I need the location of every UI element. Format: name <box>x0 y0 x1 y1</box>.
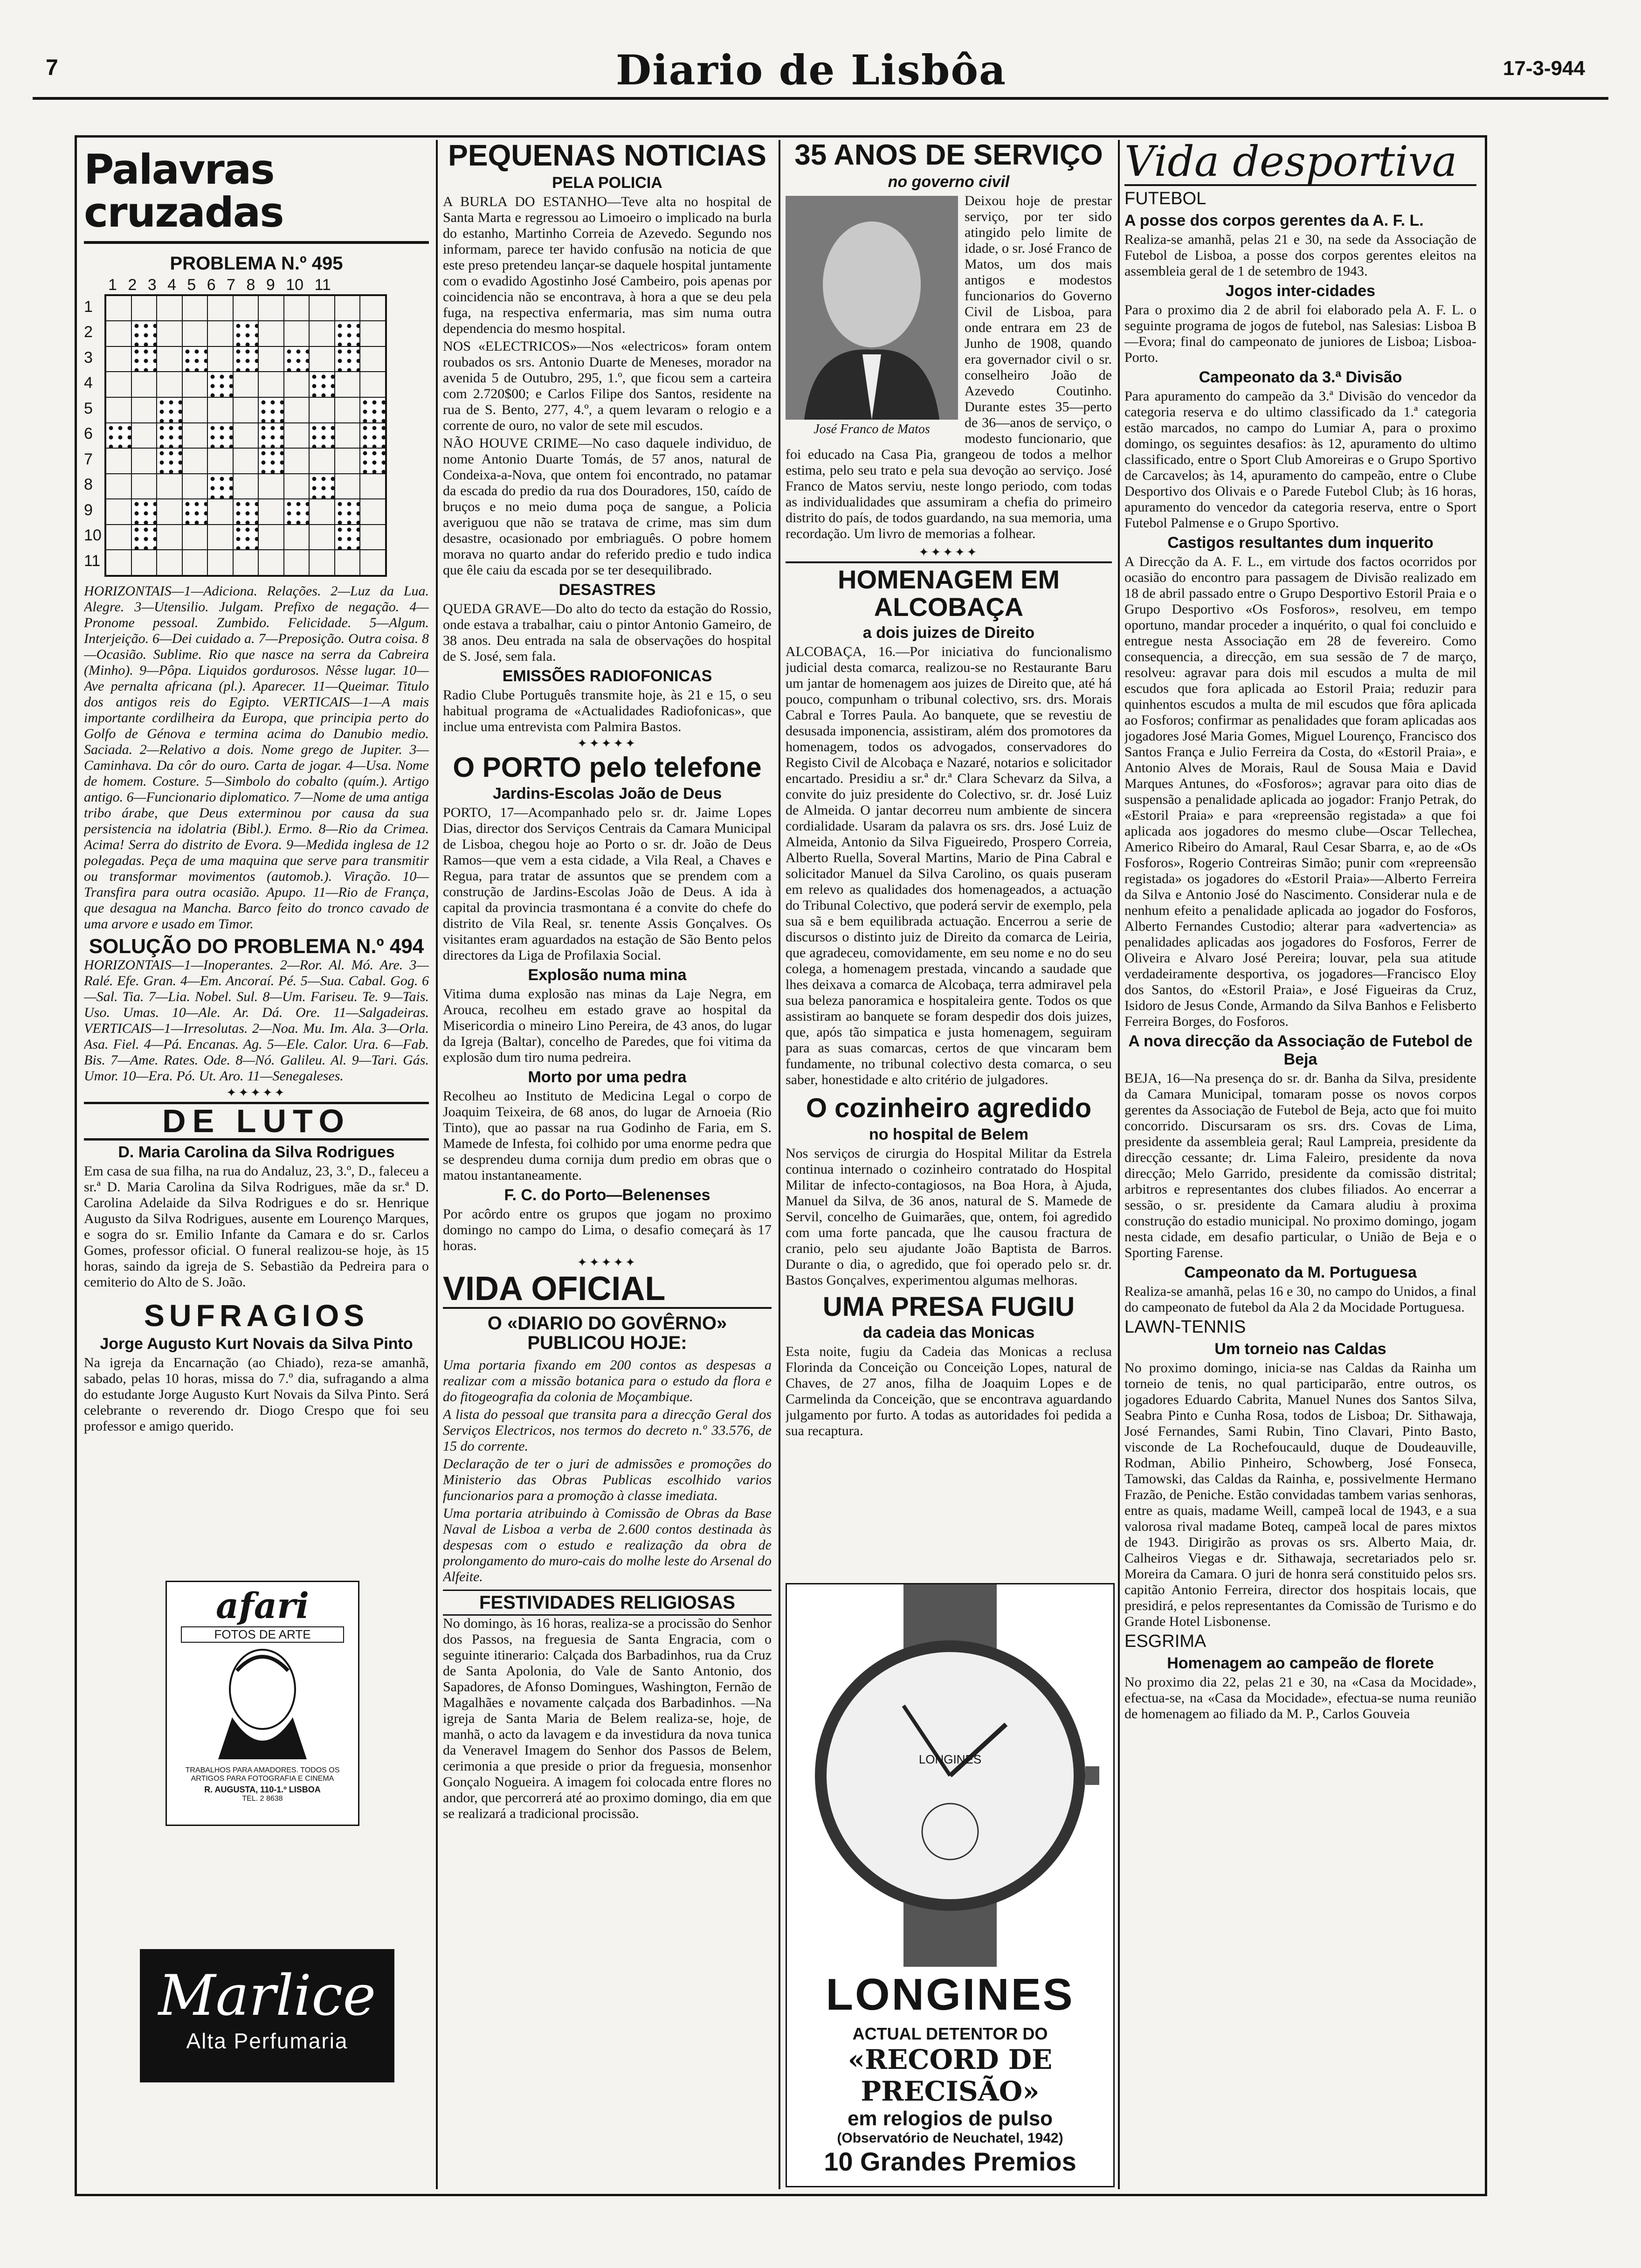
crossword-cell[interactable] <box>335 296 360 321</box>
section-lawn-tennis: LAWN-TENNIS <box>1124 1317 1246 1337</box>
crossword-cell[interactable] <box>182 448 208 474</box>
presa-text: Esta noite, fugiu da Cadeia das Monicas a reclusa Florinda da Conceição ou Conceição Lopes, natural de Chaves, de 27 anos, filha de Joaquim Lopes e de Carmelinda da Conceição, que se encontrava aguardando julgamento por furto. A todas as autoridades foi pedida a sua recaptura. <box>786 1344 1112 1439</box>
crossword-cell[interactable] <box>157 346 182 372</box>
desastres-text: QUEDA GRAVE—Do alto do tecto da estação do Rossio, onde estava a trabalhar, caiu o pintor Antonio Gameiro, de 38 anos. Deu entrada na sala de observações do hospital de S. José, sem fala. <box>443 601 772 664</box>
noticias-p2: NOS «ELECTRICOS»—Nos «electricos» foram ontem roubados os srs. Antonio Duarte de Meneses, morador na avenida 5 de Outubro, 295, 1.º, que ficou sem a carteira com 2.720$00; e Carlos Filipe dos Santos, residente na rua de S. Bento, 277, 4.º, a quem levaram o relogio e a corrente de ouro, no valor de sete mil escudos. <box>443 339 772 434</box>
vida-oficial-subtitle: O «DIARIO DO GOVÊRNO» PUBLICOU HOJE: <box>487 1313 727 1353</box>
crossword-cell[interactable] <box>207 448 233 474</box>
crossword-cell[interactable] <box>106 397 131 423</box>
crossword-cell[interactable] <box>360 321 386 346</box>
ad-foto-address: R. AUGUSTA, 110-1.º LISBOA <box>204 1785 321 1794</box>
column-rule <box>779 140 780 2189</box>
crossword-row-number: 3 <box>84 348 93 366</box>
crossword-cell[interactable] <box>131 448 157 474</box>
crossword-cell[interactable] <box>182 397 208 423</box>
crossword-cell[interactable] <box>131 296 157 321</box>
ad-longines-line1: ACTUAL DETENTOR DO <box>852 2024 1048 2043</box>
crossword-black-cell <box>335 525 360 550</box>
crossword-cell[interactable] <box>207 397 233 423</box>
crossword-cell[interactable] <box>131 550 157 575</box>
crossword-cell[interactable] <box>233 550 259 575</box>
crossword-cell[interactable] <box>284 397 310 423</box>
festividades-title: FESTIVIDADES RELIGIOSAS <box>443 1590 772 1616</box>
crossword-cell[interactable] <box>182 321 208 346</box>
cozinheiro-subtitle: no hospital de Belem <box>869 1125 1028 1143</box>
presa-subtitle: da cadeia das Monicas <box>862 1324 1035 1342</box>
ad-foto-line: TRABALHOS PARA AMADORES. TODOS OS ARTIGOS PARA FOTOGRAFIA E CINEMA <box>185 1766 340 1783</box>
crossword-clues: HORIZONTAIS—1—Adiciona. Relações. 2—Luz da Lua. Alegre. 3—Utensilio. Julgam. Prefixo de negação. 4—Pronome pessoal. Zumbido. Felicidade. 5—Algum. Interjeição. 6—Dei cuidado a. 7—Preposição. Outra coisa. 8—Ocasião. Sublime. Rio que nasce na serra da Cabreira (Minho). 9—Pôpa. Liquidos gordurosos. Nêsse lugar. 10—Ave pernalta africana (pl.). Aparecer. 11—Queimar. Titulo dos antigos reis do Egipto. VERTICAIS—1—A mais importante cordilheira da Europa, que principia perto do Golfo de Génova e termina acima do Danubio medio. Saciada. 2—Relativo a dois. Nome grego de Jupiter. 3—Caminhava. Da côr do ouro. Carta de jogar. 4—Usa. Nome de homem. Costure. 5—Simbolo do cobalto (quím.). Artigo antigo. 6—Funcionario diplomatico. 7—Nome de uma antiga tribo árabe, que Deus exterminou por causa da sua persistencia na idolatria (Bibl.). Ermo. 8—Rio da Crimea. Acima! Serra do distrito de Evora. 9—Medida inglesa de 12 polegadas. Peça de uma maquina que serve para transmitir ou transformar movimentos (automob.). Viração. 10—Transfira para outra ocasião. Apupo. 11—Rio de França, que desagua na Mancha. Barco feito do tronco cavado de uma arvore e usado em Timor. <box>84 583 429 932</box>
crossword-cell[interactable] <box>157 499 182 525</box>
crossword-row-number: 10 <box>84 526 102 545</box>
crossword-cell[interactable] <box>106 474 131 499</box>
cozinheiro-title: O cozinheiro agredido <box>806 1093 1092 1123</box>
crossword-cell[interactable] <box>309 550 335 575</box>
ad-foto <box>165 1581 359 1826</box>
crossword-cell[interactable] <box>309 525 335 550</box>
portrait-block <box>786 196 958 437</box>
crossword-black-cell <box>157 448 182 474</box>
desporto-h5: A nova direcção da Associação de Futebol de Beja <box>1128 1032 1473 1068</box>
crossword-black-cell <box>258 423 284 449</box>
ad-perfume <box>140 1949 394 2082</box>
crossword-cell[interactable] <box>360 525 386 550</box>
noticias-p1: A BURLA DO ESTANHO—Teve alta no hospital de Santa Marta e regressou ao Limoeiro o implicado na burla do estanho, Martinho Correia de Azevedo. Segundo nos informam, parece ter havido confusão na noticia de que este preso pretendeu lançar-se daquele hospital juntamente com o evadido Agostinho José Cambeiro, pois apenas por coincidencia não se encontrava, à hora a que se deu pela fuga, na respectiva enfermaria, mas sim numa outra dependencia do mesmo hospital. <box>443 194 772 337</box>
column-1 <box>84 140 429 2187</box>
crossword-black-cell <box>207 372 233 397</box>
desporto-h4: Castigos resultantes dum inquerito <box>1167 533 1434 552</box>
column-rule <box>1118 140 1120 2189</box>
crossword-black-cell <box>233 499 259 525</box>
crossword-cell[interactable] <box>284 474 310 499</box>
crossword-cell[interactable] <box>309 296 335 321</box>
crossword-cell[interactable] <box>309 321 335 346</box>
desporto-t6: Realiza-se amanhã, pelas 16 e 30, no campo do Unidos, a final do campeonato de futebol da Ala 2 da Mocidade Portuguesa. <box>1124 1283 1476 1315</box>
crossword-cell[interactable] <box>360 550 386 575</box>
crossword-cell[interactable] <box>182 525 208 550</box>
crossword-cell[interactable] <box>258 372 284 397</box>
vida-oficial-item: Uma portaria fixando em 200 contos as despesas a realizar com a missão botanica para o estudo da flora e do fitogeografia da colonia de Moçambique. <box>443 1357 772 1404</box>
servico-text: Deixou hoje de prestar serviço, por ter sido atingido pelo limite de idade, o sr. José Franco de Matos, um dos mais antigos e modestos funcionarios do Governo Civil de Lisboa, para onde entrara em 23 de Junho de 1908, quando era governador civil o sr. conselheiro João de Azevedo Coutinho. Durante estes 35—perto de 36—anos de serviço, o modesto funcionario, que foi educado na Casa Pia, grangeou de todos a melhor estima, pelo seu trato e pela sua devoção ao serviço. José Franco de Matos serviu, neste longo periodo, com todas as individualidades que assumiram a chefia do primeiro distrito do país, de todos guardando, na sua memoria, uma recordação. Um livro de memorias a folhear. <box>786 193 1112 542</box>
vida-oficial-item: Uma portaria atribuindo à Comissão de Obras da Base Naval de Lisboa a verba de 2.600 contos destinada às despesas com o estudo e realização da obra de prolongamento do muro-cais do molhe leste do Arsenal do Alfeite. <box>443 1505 772 1584</box>
crossword-cell[interactable] <box>360 372 386 397</box>
portrait-photo-icon <box>786 196 958 420</box>
separator: ✦✦✦✦✦ <box>918 546 979 560</box>
desporto-h1: A posse dos corpos gerentes da A. F. L. <box>1124 211 1424 229</box>
crossword-cell[interactable] <box>233 448 259 474</box>
crossword-cell[interactable] <box>207 525 233 550</box>
section-esgrima: ESGRIMA <box>1124 1631 1207 1651</box>
homenagem-subtitle: a dois juizes de Direito <box>862 623 1035 642</box>
crossword-cell[interactable] <box>258 525 284 550</box>
noticias-p3: NÃO HOUVE CRIME—No caso daquele individuo, de nome Antonio Duarte Tomás, de 57 anos, natural de Condeixa-a-Nova, que ontem foi encontrado, no patamar da escada do predio da rua dos Douradores, 150, caído de bruços e no meio duma poça de sangue, a Policia averiguou que não se tratava de crime, mas sim dum desastre, ocasionado por embriaguês. O pobre homem morava no quarto andar do referido predio e tudo indica que êle caiu da escada por se ter desequilibrado. <box>443 436 772 578</box>
crossword-black-cell <box>335 346 360 372</box>
crossword-cell[interactable] <box>207 321 233 346</box>
crossword-row-number: 5 <box>84 399 93 417</box>
separator: ✦✦✦✦✦ <box>226 1086 287 1099</box>
crossword-black-cell <box>207 474 233 499</box>
desporto-title: Vida desportiva <box>1124 140 1476 186</box>
crossword-black-cell <box>233 321 259 346</box>
crossword-row-numbers <box>84 294 104 577</box>
porto-subtitle-3: Morto por uma pedra <box>528 1068 687 1086</box>
desporto-h7: Um torneio nas Caldas <box>1214 1340 1386 1358</box>
ad-foto-brand: afari <box>215 1585 310 1626</box>
desporto-t4: A Direcção da A. F. L., em virtude dos factos ocorridos por ocasião do encontro para passagem de Divisão realizado em 18 de abril passado entre o Grupo Desportivo Estoril Praia e o Grupo Desportivo «Os Fosforos», resolveu, em tempo oportuno, mandar proceder a inquérito, o qual foi concluido e entregue nesta Associação em 28 de fevereiro. Como consequencia, a direcção, em sua sessão de 7 de março, resolveu: agravar para dois mil escudos a multa de mil escudos que fora aplicada ao Estoril Praia; reduzir para quinhentos escudos a multa de mil escudos que fôra aplicada ao Fosforos; confirmar as penalidades que foram aplicadas aos jogadores José Maria Gomes, Miguel Lourenço, Francisco dos Santos França e Julio Ferreira da Costa, do «Estoril Praia», e Antonio Alves de Morais, Raul de Sousa Maia e David Marques Antunes, do «Fosforos»; agravar para oito dias de suspensão a penalidade aplicada ao jogador: Franjo Petrak, do «Estoril Praia» e para «repreensão registada» a que foi aplicada aos jogadores do mesmo clube—Oscar Tellechea, Americo Ribeiro do Amaral, Raul Cesar Sbarra, e, ao de «Os Fosforos», Rogerio Contreiras Simão; punir com «repreensão registada» os jogadores do «Estoril Praia»—Alberto Ferreira da Silva e Antonio José do Nascimento. Considerar nula e de nenhum efeito a penalidade aplicada ao jogador do Fosforos, Alberto Fernandes Custodio; alterar para «advertencia» as penalidades aplicadas aos jogadores do Fosforos, Ferrer de Oliveira e Alvaro José Pereira; louvar, pela sua atitude verdadeiramente desportiva, os jogadores—Francisco Eloy dos Santos, do «Estoril Praia», e José Figueiras da Cruz, Isidoro de Jesus Conde, Armando da Silva Banhos e Felisberto Ferreira Borges, do Fosforos. <box>1124 553 1476 1029</box>
desporto-t7: No proximo domingo, inicia-se nas Caldas da Rainha um torneio de tenis, no qual participarão, entre outros, os jogadores Eduardo Cabrita, Manuel Nunes dos Santos Silva, Seabra Pinto e Cunha Rosa, todos de Lisboa; Dr. Sithawaja, José Fernandes, Sami Rubin, Tino Clavari, Pinto Basto, visconde de La Rochefoucauld, duque de Doudeauville, Rodman, Abilio Pinheiro, Schowberg, José Fonseca, Tamowski, das Caldas da Rainha, e, possivelmente Hermano Frazão, de Peniche. Estão convidadas tambem varias senhoras, entre as quais, madame Weill, campeã local de 1943, e a sua valorosa rival madame Boteq, campeã local de pares mixtos de 1943. Dirigirão as provas os srs. Alberto Maia, dr. Calheiros Viegas e dr. Sithawaja, secretariados pelo sr. Moreira da Camara. O juri de honra será constituido pelos srs. capitão Antonio Ferreira, director dos hospitais locais, que presidirá, e pelos representantes da Comissão de Turismo e do Grande Hotel Lisbonense. <box>1124 1360 1476 1629</box>
crossword-cell[interactable] <box>284 525 310 550</box>
ad-perfume-brand: Marlice <box>158 1964 376 2028</box>
crossword-cell[interactable] <box>182 372 208 397</box>
crossword-cell[interactable] <box>258 474 284 499</box>
homenagem-text: ALCOBAÇA, 16.—Por iniciativa do funcionalismo judicial desta comarca, realizou-se no Restaurante Baru um jantar de homenagem aos juizes de Direito que, até há pouco, compunham o tribunal colectivo, srs. drs. Morais Cabral e Torres Paula. Ao banquete, que se revestiu de desusada imponencia, assistiram, além dos promotores da homenagem, todos os advogados, conservadores do Registo Civil de Alcobaça e Nazaré, notarios e solicitador encartado. Presidiu a sr.ª dr.ª Clara Schevarz da Silva, a convite do juiz presidente do Colectivo, sr. dr. José Luiz de Almeida. O jantar decorreu num ambiente de sincera cordialidade. Usaram da palavra os srs. drs. José Luiz de Almeida, Antonio da Silva Figueiredo, Prospero Correia, Alberto Ruella, Soveral Martins, Mario de Pina Cabral e solicitador Manuel da Silva Carolino, os quais puseram em relevo as qualidades dos homenageados, a actuação do Tribunal Colectivo, que poderá servir de exemplo, pela sua sã e bem equilibrada actuação. Encerrou a serie de discursos o distinto juiz de Direito da comarca de Leiria, que agradeceu, comovidamente, em seu nome e no do seu colega, a homenagem prestada, vincando a saudade que lhes deixava a comarca de Alcobaça, terra admiravel pela sua beleza panoramica e hospitaleira gente. Todos os que assistiram ao banquete se foram despedir dos dois juizes, que, após tão simpatica e justa homenagem, seguiram para as suas comarcas, certos de que vincaram bem fundamente, no tribunal colectivo desta comarca, o seu saber, honestidade e alto critério de julgadores. <box>786 643 1112 1087</box>
crossword-cell[interactable] <box>335 474 360 499</box>
homenagem-title: HOMENAGEM EM ALCOBAÇA <box>786 561 1112 621</box>
separator: ✦✦✦✦✦ <box>577 1256 637 1270</box>
crossword-cell[interactable] <box>360 474 386 499</box>
crossword-cell[interactable] <box>157 296 182 321</box>
crossword-black-cell <box>335 321 360 346</box>
ad-longines-line4: (Observatório de Neuchatel, 1942) <box>837 2130 1063 2146</box>
sufragios-title: SUFRAGIOS <box>144 1298 369 1333</box>
porto-subtitle-1: Jardins-Escolas João de Deus <box>492 785 722 803</box>
crossword-cell[interactable] <box>207 499 233 525</box>
porto-title: O PORTO pelo telefone <box>453 752 762 783</box>
solution-title: SOLUÇÃO DO PROBLEMA N.º 494 <box>89 934 424 958</box>
masthead-rule <box>33 97 1608 100</box>
sufragios-text: Na igreja da Encarnação (ao Chiado), reza-se amanhã, sabado, pelas 10 horas, missa do 7.º dia, sufragando a alma do estudante Jorge Augusto Kurt Novais da Silva Pinto. Será celebrante o reverendo dr. Diogo Crespo que foi seu professor e amigo querido. <box>84 1355 429 1434</box>
crossword-cell[interactable] <box>258 346 284 372</box>
crossword-cell[interactable] <box>106 346 131 372</box>
crossword-black-cell <box>258 448 284 474</box>
portrait-caption: José Franco de Matos <box>814 422 930 437</box>
page-number: 7 <box>46 55 58 80</box>
porto-subtitle-2: Explosão numa mina <box>528 966 687 984</box>
crossword-cell[interactable] <box>335 423 360 449</box>
crossword-cell[interactable] <box>284 296 310 321</box>
crossword-cell[interactable] <box>284 321 310 346</box>
crossword-cell[interactable] <box>182 550 208 575</box>
crossword-cell[interactable] <box>233 296 259 321</box>
crossword-row-number: 6 <box>84 425 93 443</box>
desporto-h2: Jogos inter-cidades <box>1225 282 1376 300</box>
crossword-cell[interactable] <box>106 525 131 550</box>
desporto-t8: No proximo dia 22, pelas 21 e 30, na «Casa da Mocidade», efectua-se, na «Casa da Mocidade», efectua-se numa reunião de homenagem ao filiado da M. P., Carlos Gouveia <box>1124 1674 1476 1722</box>
crossword-cell[interactable] <box>106 296 131 321</box>
ad-longines-line2: «RECORD DE PRECISÃO» <box>848 2044 1053 2107</box>
crossword-black-cell <box>233 346 259 372</box>
crossword-row-number: 2 <box>84 323 93 341</box>
crossword-black-cell <box>131 346 157 372</box>
crossword-row-number: 1 <box>84 297 93 316</box>
luto-text: Em casa de sua filha, na rua do Andaluz, 23, 3.º, D., faleceu a sr.ª D. Maria Carolina da Silva Rodrigues, mãe da sr.ª D. Carolina Adelaide da Silva Rodrigues e do sr. Henrique Augusto da Silva Rodrigues, ausente em Lourenço Marques, e sogra do sr. Emilio Infante da Camara e do sr. Carlos Gomes, professor oficial. O funeral realizou-se hoje, às 15 horas, saindo da igreja de S. Sebastião da Pedreira para o cemiterio do Alto de S. João. <box>84 1163 429 1290</box>
crossword-title: Palavras cruzadas <box>84 145 283 237</box>
crossword-cell[interactable] <box>258 321 284 346</box>
crossword-black-cell <box>157 423 182 449</box>
crossword-cell[interactable] <box>233 397 259 423</box>
crossword-cell[interactable] <box>131 423 157 449</box>
desastres-title: DESASTRES <box>558 581 656 599</box>
crossword-cell[interactable] <box>284 423 310 449</box>
crossword-black-cell <box>157 397 182 423</box>
vida-oficial-item: Declaração de ter o juri de admissões e promoções do Ministerio das Obras Publicas escolhido varios funcionarios para a promoção à classe imediata. <box>443 1456 772 1503</box>
crossword-cell[interactable] <box>360 346 386 372</box>
crossword-cell[interactable] <box>157 321 182 346</box>
crossword-cell[interactable] <box>309 397 335 423</box>
ad-foto-phone: TEL. 2 8638 <box>242 1795 283 1803</box>
crossword-cell[interactable] <box>335 397 360 423</box>
crossword-black-cell <box>360 397 386 423</box>
noticias-subtitle: PELA POLICIA <box>552 174 662 192</box>
crossword-cell[interactable] <box>335 372 360 397</box>
crossword-cell[interactable] <box>157 372 182 397</box>
ad-longines-line5: 10 Grandes Premios <box>824 2147 1076 2176</box>
crossword-row-number: 8 <box>84 476 93 494</box>
masthead-title: Diario de Lisbôa <box>615 46 1007 94</box>
crossword-black-cell <box>182 499 208 525</box>
crossword-cell[interactable] <box>284 372 310 397</box>
crossword-cell[interactable] <box>309 499 335 525</box>
dial-brand: LONGINES <box>918 1752 982 1766</box>
crossword-cell[interactable] <box>182 474 208 499</box>
crossword-cell[interactable] <box>157 525 182 550</box>
crossword-cell[interactable] <box>309 346 335 372</box>
separator: ✦✦✦✦✦ <box>577 737 637 751</box>
crossword-col-numbers: 1 2 3 4 5 6 7 8 9 10 11 <box>108 276 331 294</box>
ad-foto-tag: FOTOS DE ARTE <box>181 1626 344 1643</box>
emissoes-title: EMISSÕES RADIOFONICAS <box>502 667 712 685</box>
sufragios-subtitle: Jorge Augusto Kurt Novais da Silva Pinto <box>100 1335 413 1353</box>
noticias-title: PEQUENAS NOTICIAS <box>448 140 766 172</box>
crossword-black-cell <box>182 346 208 372</box>
servico-title: 35 ANOS DE SERVIÇO <box>794 140 1103 171</box>
crossword-black-cell <box>284 499 310 525</box>
crossword-cell[interactable] <box>284 550 310 575</box>
crossword-cell[interactable] <box>207 296 233 321</box>
crossword-row-number: 9 <box>84 501 93 519</box>
festividades-text: No domingo, às 16 horas, realiza-se a procissão do Senhor dos Passos, na freguesia de Santa Engracia, com o seguinte itinerario: Calçada dos Barbadinhos, rua da Cruz de Santa Apolonia, do Vale de Santo Antonio, dos Sapadores, de Afonso Domingues, Washington, Fernão de Magalhães e novamente calçada dos Barbadinhos. —Na igreja de Santa Maria de Belem realiza-se, hoje, de manhã, o acto da lavagem e da investidura da nova tunica da Veneravel Imagem do Senhor dos Passos de Belem, cerimonia a que preside o prior da freguesia, monsenhor Gonçalo Nogueira. A imagem foi colocada entre flores no andor, que percorrerá até ao proximo domingo, dia em que se realizará a tradicional procissão. <box>443 1615 772 1821</box>
crossword-black-cell <box>131 499 157 525</box>
crossword-cell[interactable] <box>131 372 157 397</box>
porto-text-3: Recolheu ao Instituto de Medicina Legal o corpo de Joaquim Teixeira, de 68 anos, do lugar de Arnoeia (Rio Tinto), que ao passar na rua Godinho de Faria, em S. Mamede de Infesta, foi colhido por uma enorme pedra que se desprendeu duma cornija dum predio em obras que o matou instantaneamente. <box>443 1088 772 1183</box>
column-4 <box>1124 140 1476 2187</box>
cozinheiro-text: Nos serviços de cirurgia do Hospital Militar da Estrela continua internado o cozinheiro contratado do Hospital Militar de infecto-contagiosos, na Boa Hora, à Ajuda, Manuel da Silva, de 36 anos, natural de S. Mamede de Servil, concelho de Guimarães, que, ontem, foi agredido com uma forte pancada, que lhe causou fractura de cranio, pelo seu ajudante João Baptista de Barros. Durante o dia, o agredido, que foi operado pelo sr. dr. Bastos Gonçalves, experimentou algumas melhoras. <box>786 1145 1112 1288</box>
crossword-cell[interactable] <box>207 550 233 575</box>
porto-text-2: Vitima duma explosão nas minas da Laje Negra, em Arouca, recolheu em estado grave ao hospital da Misericordia o mineiro Lino Pereira, de 43 anos, do lugar da Igreja (Baltar), concelho de Paredes, que foi vitima da explosão dum tiro numa pedreira. <box>443 986 772 1065</box>
crossword-cell[interactable] <box>131 397 157 423</box>
crossword-cell[interactable] <box>157 474 182 499</box>
crossword-black-cell <box>131 525 157 550</box>
crossword-cell[interactable] <box>207 346 233 372</box>
desporto-h8: Homenagem ao campeão de florete <box>1167 1654 1434 1672</box>
crossword-cell[interactable] <box>284 448 310 474</box>
desporto-h6: Campeonato da M. Portuguesa <box>1184 1263 1417 1281</box>
crossword-black-cell <box>233 525 259 550</box>
solution-text: HORIZONTAIS—1—Inoperantes. 2—Ror. Al. Mó. Are. 3—Ralé. Efe. Gran. 4—Em. Ancoraí. Pé. 5—Sua. Cabal. Gog. 6—Sal. Tia. 7—Lia. Nobel. Sul. 8—Um. Fariseu. Te. 9—Tais. Uso. Umas. 10—Ale. Ar. Dá. Ore. 11—Salgadeiras. VERTICAIS—1—Irresolutas. 2—Noa. Mu. Im. Ala. 3—Orla. Asa. Fiel. 4—Pá. Encanas. Ag. 5—Ele. Calor. Ura. 6—Fab. Bis. 7—Ame. Rates. Ode. 8—Nó. Galileu. Al. 9—Tari. Gás. Umor. 10—Era. Pó. Ut. Aro. 11—Senegaleses. <box>84 957 429 1084</box>
crossword-black-cell <box>309 372 335 397</box>
crossword-cell[interactable] <box>258 499 284 525</box>
crossword-black-cell <box>309 423 335 449</box>
crossword-cell[interactable] <box>106 499 131 525</box>
servico-subtitle: no governo civil <box>888 173 1010 191</box>
title-underline <box>84 241 429 244</box>
porto-text-4: Por acôrdo entre os grupos que jogam no proximo domingo no campo do Lima, o desafio começará às 17 horas. <box>443 1206 772 1254</box>
crossword-cell[interactable] <box>233 474 259 499</box>
luto-title: DE LUTO <box>84 1102 429 1141</box>
crossword-black-cell <box>258 397 284 423</box>
ad-longines <box>786 1583 1115 2187</box>
crossword-cell[interactable] <box>106 550 131 575</box>
crossword-row-number: 11 <box>84 552 101 570</box>
crossword-cell[interactable] <box>309 448 335 474</box>
desporto-h3: Campeonato da 3.ª Divisão <box>1199 368 1402 386</box>
crossword-cell[interactable] <box>335 448 360 474</box>
porto-subtitle-4: F. C. do Porto—Belenenses <box>504 1186 710 1204</box>
vida-oficial-title: VIDA OFICIAL <box>443 1272 772 1309</box>
crossword-cell[interactable] <box>106 372 131 397</box>
crossword-cell[interactable] <box>335 550 360 575</box>
crossword-cell[interactable] <box>182 423 208 449</box>
section-futebol: FUTEBOL <box>1124 188 1207 208</box>
luto-subtitle: D. Maria Carolina da Silva Rodrigues <box>118 1143 395 1162</box>
porto-text-1: PORTO, 17—Acompanhado pelo sr. dr. Jaime Lopes Dias, director dos Serviços Centrais da Camara Municipal de Lisboa, chegou hoje ao Porto o sr. dr. João de Deus Ramos—que vem a esta cidade, a Vila Real, a Chaves e Regua, para tratar de assuntos que se prendem com a construção de Jardins-Escolas João de Deus. A ida à capital da provincia trasmontana é a convite do chefe do distrito de Vila Real, sr. tenente Assis Gonçalves. Os visitantes eram aguardados na estação de São Bento pelos directores da Liga de Profilaxia Social. <box>443 805 772 963</box>
desporto-t1: Realiza-se amanhã, pelas 21 e 30, na sede da Associação de Futebol de Lisboa, a posse dos corpos gerentes eleitos na assembleia geral de 1 de setembro de 1943. <box>1124 231 1476 279</box>
vida-oficial-item: A lista do pessoal que transita para a direcção Geral dos Serviços Electricos, nos termos do decreto n.º 33.576, de 15 do corrente. <box>443 1406 772 1454</box>
crossword-cell[interactable] <box>258 296 284 321</box>
column-rule <box>436 140 438 2189</box>
wristwatch-icon <box>787 1584 1113 1967</box>
crossword-black-cell <box>207 423 233 449</box>
crossword-cell[interactable] <box>157 550 182 575</box>
bust-illustration-icon <box>167 1643 358 1764</box>
crossword-cell[interactable] <box>360 499 386 525</box>
crossword-cell[interactable] <box>106 448 131 474</box>
desporto-t3: Para apuramento do campeão da 3.ª Divisão do vencedor da categoria reserva e do ultimo classificado da 1.ª categoria estão marcados, no campo do Lumiar A, para o proximo domingo, os seguintes desafios: às 12, apuramento do ultimo classificado, entre o Sport Club Amoreiras e o Grupo Sportivo de Carcavelos; às 14, apuramento do campeão, entre o Clube Desportivo dos Olivais e o Parede Futebol Club; às 16 horas, apuramento do vencedor da categoria reserva, entre o Sport Futebol Palmense e o Grupo Sportivo. <box>1124 388 1476 531</box>
crossword-problem: PROBLEMA N.º 495 <box>170 253 343 274</box>
crossword-cell[interactable] <box>106 321 131 346</box>
crossword-cell[interactable] <box>233 423 259 449</box>
crossword-cell[interactable] <box>131 474 157 499</box>
ad-longines-brand: LONGINES <box>826 1970 1075 2019</box>
presa-title: UMA PRESA FUGIU <box>822 1291 1075 1322</box>
crossword-grid[interactable] <box>104 294 387 577</box>
crossword-black-cell <box>106 423 131 449</box>
desporto-t2: Para o proximo dia 2 de abril foi elaborado pela A. F. L. o seguinte programa de jogos de futebol, nas Salesias: Lisboa B—Evora; final do campeonato de juniores de Lisboa; Lisboa-Porto. <box>1124 302 1476 365</box>
crossword-black-cell <box>335 499 360 525</box>
crossword-cell[interactable] <box>360 296 386 321</box>
crossword-black-cell <box>360 448 386 474</box>
ad-perfume-tag: Alta Perfumaria <box>186 2029 348 2053</box>
crossword-black-cell <box>284 346 310 372</box>
crossword-black-cell <box>309 474 335 499</box>
masthead-date: 17-3-944 <box>1503 57 1585 80</box>
crossword-cell[interactable] <box>233 372 259 397</box>
emissoes-text: Radio Clube Português transmite hoje, às 21 e 15, o seu habitual programa de «Actualidades Radiofonicas», que inclue uma entrevista com Palmira Bastos. <box>443 687 772 735</box>
column-2 <box>443 140 772 2187</box>
ad-longines-line3: em relogios de pulso <box>847 2107 1053 2130</box>
crossword-cell[interactable] <box>258 550 284 575</box>
crossword-black-cell <box>131 321 157 346</box>
desporto-t5: BEJA, 16—Na presença do sr. dr. Banha da Silva, presidente da Camara Municipal, tomaram posse os novos corpos gerentes da Associação de Futebol de Beja, acto que foi muito concorrido. Discursaram os srs. drs. Covas de Lima, presidente da assembleia geral; Raul Lampreia, presidente da direcção cessante; dr. Lima Faleiro, presidente da nova direcção; Melo Garrido, presidente da comissão distrital; arbitros e representantes dos clubes filiados. Ao encerrar a sessão, o sr. presidente da Camara aludiu à proxima construção do estadio municipal. No proximo domingo, jogam nesta cidade, em desafio particular, o União de Beja e o Sporting Farense. <box>1124 1070 1476 1260</box>
crossword-row-number: 4 <box>84 374 93 392</box>
crossword-black-cell <box>360 423 386 449</box>
crossword-row-number: 7 <box>84 450 93 468</box>
crossword-cell[interactable] <box>182 296 208 321</box>
